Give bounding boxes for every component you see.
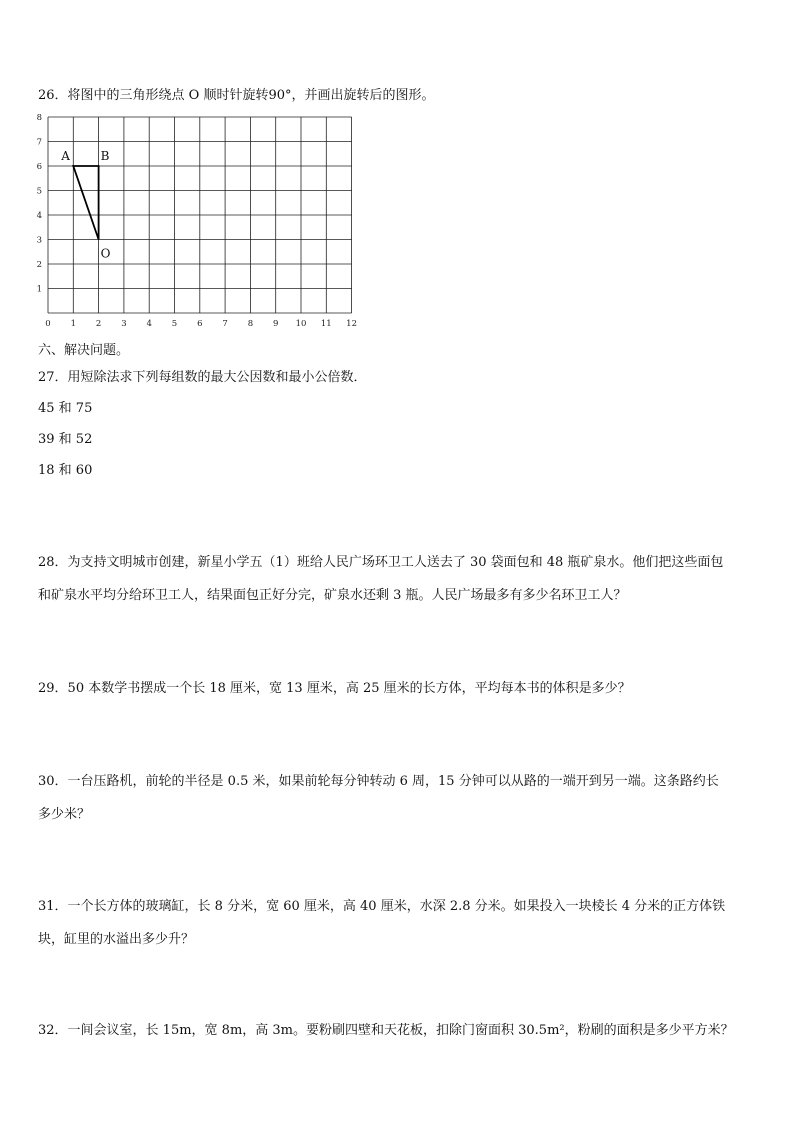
question-30-line-1: 30．一台压路机，前轮的半径是 0.5 米，如果前轮每分钟转动 6 周，15 分钟可以从路的一端开到另一端。这条路约长 [38,774,719,789]
y-tick-label: 3 [36,235,42,246]
question-32: 32．一间会议室，长 15m，宽 8m，高 3m。要粉刷四壁和天花板，扣除门窗面积 30.5m²，粉刷的面积是多少平方米？ [38,1023,734,1038]
q27-pair-2: 39 和 52 [38,432,93,447]
x-tick-label: 10 [295,319,307,329]
x-tick-label: 2 [95,319,102,329]
x-tick-label: 7 [222,319,228,329]
y-tick-label: 8 [36,113,42,123]
x-tick-label: 3 [121,319,127,329]
section-6-heading: 六、解决问题。 [38,343,130,358]
x-tick-label: 1 [70,319,77,329]
question-26: 26．将图中的三角形绕点 O 顺时针旋转90°，并画出旋转后的图形。 [38,88,435,103]
q27-pair-1: 45 和 75 [38,401,93,416]
q27-pair-3: 18 和 60 [38,463,93,478]
question-29: 29．50 本数学书摆成一个长 18 厘米，宽 13 厘米，高 25 厘米的长方体，平均每本书的体积是多少？ [38,681,631,696]
x-tick-label: 4 [146,319,152,329]
x-tick-label: 11 [320,319,332,329]
y-tick-label: 7 [36,137,42,148]
x-tick-label: 0 [45,319,51,329]
triangle-shape [73,166,98,240]
y-tick-label: 2 [36,260,42,270]
question-28-line-2: 和矿泉水平均分给环卫工人，结果面包正好分完，矿泉水还剩 3 瓶。人民广场最多有多少名环卫工人？ [38,588,627,603]
coordinate-grid [32,112,362,332]
grid-svg [32,112,362,332]
point-label-o: O [100,246,111,261]
x-tick-label: 9 [272,319,279,329]
y-tick-label: 5 [36,186,42,197]
x-tick-label: 5 [171,319,178,329]
x-tick-label: 12 [346,319,358,329]
x-tick-label: 8 [247,319,254,329]
question-27: 27．用短除法求下列每组数的最大公因数和最小公倍数． [38,370,367,385]
question-31-line-2: 块，缸里的水溢出多少升？ [38,932,195,947]
question-31-line-1: 31．一个长方体的玻璃缸，长 8 分米，宽 60 厘米，高 40 厘米，水深 2.8 分米。如果投入一块棱长 4 分米的正方体铁 [38,899,726,914]
y-tick-label: 4 [36,211,42,221]
y-tick-label: 1 [36,284,42,295]
point-label-a: A [61,149,70,163]
y-tick-label: 6 [36,162,42,172]
question-30-line-2: 多少米？ [38,807,91,822]
x-tick-label: 6 [197,319,203,329]
point-label-b: B [100,149,110,163]
question-28-line-1: 28．为支持文明城市创建，新星小学五（1）班给人民广场环卫工人送去了 30 袋面包和 48 瓶矿泉水。他们把这些面包 [38,555,724,570]
